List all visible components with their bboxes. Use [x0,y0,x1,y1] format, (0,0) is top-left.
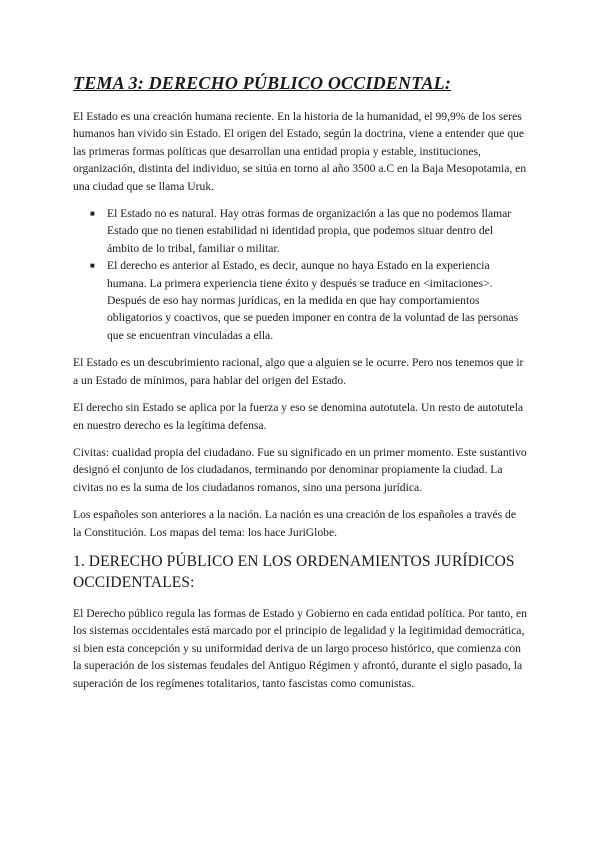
body-paragraph: Civitas: cualidad propia del ciudadano. Fue su significado en un primer momento. Este sustantivo designó el conjunto de los ciudadanos, terminando por denominar propiamente la ciudad. La civitas no es la suma de los ciudadanos romanos, sino una persona jurídica. [73,445,527,494]
list-item [90,205,527,257]
document-title: TEMA 3: DERECHO PÚBLICO OCCIDENTAL: [73,73,452,93]
section-heading: 1. DERECHO PÚBLICO EN LOS ORDENAMIENTOS JURÍDICOS OCCIDENTALES: [73,552,515,591]
body-paragraph: El Estado es un descubrimiento racional, algo que a alguien se le ocurre. Pero nos tenemos que ir a un Estado de mínimos, para hablar del origen del Estado. [73,356,524,387]
list-item-text: El derecho es anterior al Estado, es decir, aunque no haya Estado en la experiencia humana. La primera experiencia tiene éxito y después se traduce en <imitaciones>. Después de eso hay normas jurídicas, en la medida en que hay comportamientos obligatorios y coactivos, que se pueden imponer en contra de la voluntad de las personas que se encuentran vinculadas a ella. [107,259,519,342]
section-paragraph: El Derecho público regula las formas de Estado y Gobierno en cada entidad política. Por tanto, en los sistemas occidentales está marcado por el principio de legalidad y la legitimidad democrática, si bien esta concepción y su uniformidad deriva de un largo proceso histórico, que comienza con la superación de los sistemas feudales del Antiguo Régimen y afrontó, durante el siglo pasado, la superación de los regímenes totalitarios, tanto fascistas como comunistas. [73,606,527,690]
intro-paragraph: El Estado es una creación humana reciente. En la historia de la humanidad, el 99,9% de los seres humanos han vivido sin Estado. El origen del Estado, según la doctrina, viene a entender que que las primeras formas políticas que desarrollan una entidad propia y estable, instituciones, organización, distinta del individuo, se sitúa en torno al año 3500 a.C en la Baja Mesopotamia, en una ciudad que se llama Uruk. [73,110,527,193]
body-paragraph: El derecho sin Estado se aplica por la fuerza y eso se denomina autotutela. Un resto de autotutela en nuestro derecho es la legítima defensa. [73,401,524,432]
bullet-icon: ■ [90,261,95,271]
list-item-text: El Estado no es natural. Hay otras formas de organización a las que no podemos llamar Estado que no tienen estabilidad ni identidad propia, que podemos situar dentro del ámbito de lo tribal, familiar o militar. [107,207,512,255]
list-item [90,257,527,344]
body-paragraph: Los españoles son anteriores a la nación. La nación es una creación de los españoles a través de la Constitución. Los mapas del tema: los hace JuriGlobe. [73,508,516,539]
bullet-icon: ■ [90,209,95,219]
bullet-list [73,205,527,344]
